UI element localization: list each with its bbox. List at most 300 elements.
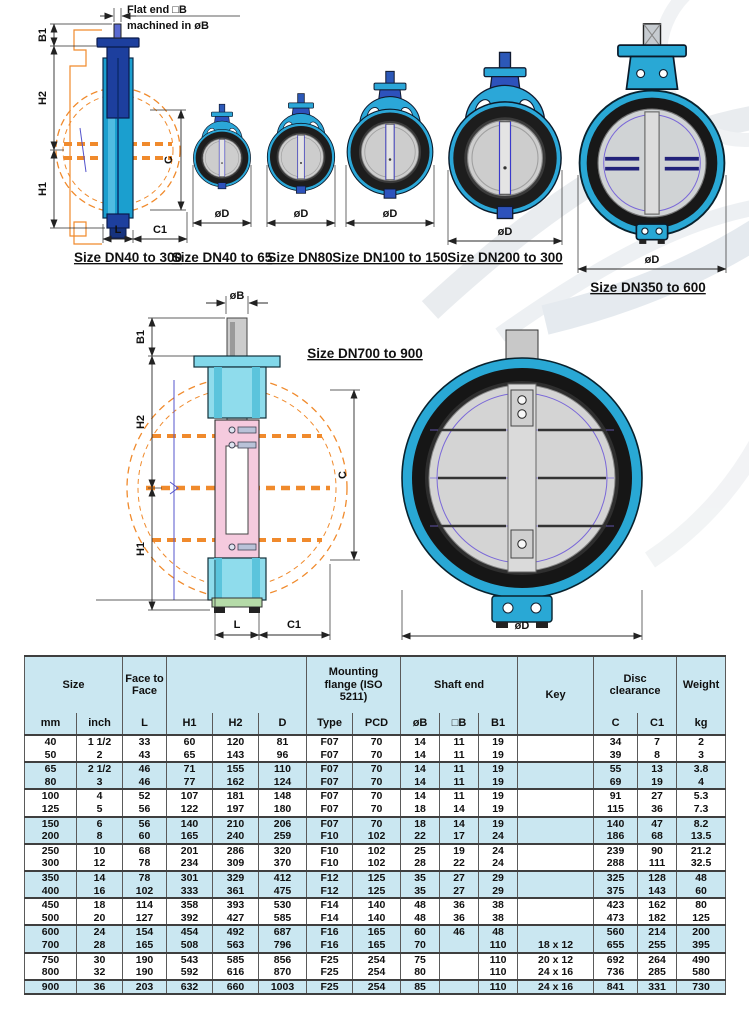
table-cell: 264: [638, 953, 677, 967]
table-cell: 3: [77, 776, 123, 790]
table-cell: 78: [123, 871, 167, 885]
table-cell: 14: [440, 817, 479, 831]
front-view-dn100-150: [332, 71, 448, 265]
table-cell: 508: [167, 939, 213, 953]
table-cell: 3: [677, 749, 726, 763]
table-cell: 36: [440, 912, 479, 926]
table-cell: 796: [259, 939, 307, 953]
table-cell: 563: [213, 939, 259, 953]
table-cell: 68: [638, 830, 677, 844]
table-cell: 32.5: [677, 857, 726, 871]
table-cell: F25: [307, 966, 353, 980]
table-cell: 350: [25, 871, 77, 885]
table-cell: 300: [25, 857, 77, 871]
table-cell: 36: [440, 898, 479, 912]
table-cell: 19: [479, 735, 518, 749]
table-cell: 55: [594, 762, 638, 776]
table-cell: 450: [25, 898, 77, 912]
table-cell: F10: [307, 857, 353, 871]
caption-dn40-300: Size DN40 to 300: [73, 250, 183, 265]
table-cell: 692: [594, 953, 638, 967]
table-cell: F10: [307, 844, 353, 858]
table-cell: 110: [479, 939, 518, 953]
table-cell: 5: [77, 803, 123, 817]
table-cell: 48: [401, 912, 440, 926]
table-cell: F25: [307, 980, 353, 995]
dim-h2-label: H2: [135, 414, 147, 430]
table-cell: 100: [25, 789, 77, 803]
table-cell: 110: [479, 953, 518, 967]
table-cell: 203: [123, 980, 167, 995]
table-cell: 285: [638, 966, 677, 980]
table-cell: 47: [638, 817, 677, 831]
table-cell: 140: [353, 912, 401, 926]
table-cell: 201: [167, 844, 213, 858]
table-cell: 19: [479, 776, 518, 790]
table-cell: F16: [307, 925, 353, 939]
table-cell: 13: [638, 762, 677, 776]
table-cell: 900: [25, 980, 77, 995]
dim-phib-label: øB: [229, 290, 245, 302]
table-cell: 11: [440, 762, 479, 776]
table-cell: 870: [259, 966, 307, 980]
table-cell: 4: [77, 789, 123, 803]
table-cell: F07: [307, 749, 353, 763]
table-cell: F10: [307, 830, 353, 844]
table-cell: [518, 844, 594, 858]
table-cell: 71: [167, 762, 213, 776]
table-cell: [518, 789, 594, 803]
table-cell: 22: [440, 857, 479, 871]
table-cell: 427: [213, 912, 259, 926]
table-cell: 473: [594, 912, 638, 926]
dim-l-label: L: [233, 619, 241, 631]
table-cell: 301: [167, 871, 213, 885]
table-cell: 52: [123, 789, 167, 803]
table-row: [25, 735, 726, 749]
table-row: [25, 857, 726, 871]
table-row: [25, 925, 726, 939]
col-group-size: Size: [25, 656, 123, 713]
table-cell: 500: [25, 912, 77, 926]
table-cell: 65: [167, 749, 213, 763]
table-cell: 655: [594, 939, 638, 953]
col-group-disc-clearance: Disc clearance: [594, 656, 677, 713]
table-cell: 25: [401, 844, 440, 858]
table-cell: [518, 749, 594, 763]
table-cell: 85: [401, 980, 440, 995]
table-cell: 331: [638, 980, 677, 995]
table-body: [25, 735, 726, 994]
table-cell: 165: [123, 939, 167, 953]
col-header-c1: C1: [638, 713, 677, 735]
table-cell: [440, 939, 479, 953]
table-cell: 56: [123, 803, 167, 817]
table-cell: 27: [440, 871, 479, 885]
table-row: [25, 817, 726, 831]
table-cell: 412: [259, 871, 307, 885]
table-cell: 288: [594, 857, 638, 871]
table-cell: [518, 871, 594, 885]
table-cell: 736: [594, 966, 638, 980]
col-group-weight: Weight: [677, 656, 726, 713]
table-cell: 102: [353, 857, 401, 871]
table-cell: 102: [123, 885, 167, 899]
caption-dn700-900: Size DN700 to 900: [307, 346, 423, 361]
table-cell: 320: [259, 844, 307, 858]
front-view-dn200-300: [447, 52, 563, 265]
table-cell: F07: [307, 762, 353, 776]
table-cell: 8: [77, 830, 123, 844]
table-cell: 660: [213, 980, 259, 995]
table-cell: 110: [259, 762, 307, 776]
table-cell: 48: [677, 871, 726, 885]
table-cell: 46: [123, 776, 167, 790]
cross-section-dn700-900: [96, 290, 423, 640]
table-cell: 155: [213, 762, 259, 776]
col-group-face-to-face: Face to Face: [123, 656, 167, 713]
col-header-l: L: [123, 713, 167, 735]
table-cell: 125: [677, 912, 726, 926]
table-cell: 370: [259, 857, 307, 871]
table-cell: [518, 817, 594, 831]
table-cell: 78: [123, 857, 167, 871]
table-cell: 254: [353, 953, 401, 967]
table-cell: 35: [401, 885, 440, 899]
table-cell: 32: [77, 966, 123, 980]
table-cell: 36: [77, 980, 123, 995]
table-cell: 14: [401, 749, 440, 763]
table-cell: 154: [123, 925, 167, 939]
dim-b1-label: B1: [37, 27, 49, 43]
table-cell: 560: [594, 925, 638, 939]
table-cell: 361: [213, 885, 259, 899]
table-cell: [518, 830, 594, 844]
table-cell: 143: [213, 749, 259, 763]
table-cell: 43: [123, 749, 167, 763]
table-cell: F12: [307, 871, 353, 885]
table-cell: 28: [77, 939, 123, 953]
dim-h1-label: H1: [135, 541, 147, 557]
table-cell: 140: [167, 817, 213, 831]
table-cell: 24 x 16: [518, 966, 594, 980]
table-cell: 19: [479, 749, 518, 763]
table-cell: 585: [213, 953, 259, 967]
table-cell: 91: [594, 789, 638, 803]
table-cell: 255: [638, 939, 677, 953]
table-cell: 13.5: [677, 830, 726, 844]
table-cell: F25: [307, 953, 353, 967]
table-cell: 750: [25, 953, 77, 967]
table-cell: 80: [401, 966, 440, 980]
table-cell: [440, 980, 479, 995]
table-cell: 585: [259, 912, 307, 926]
table-cell: F07: [307, 817, 353, 831]
dim-h2-label: H2: [37, 90, 49, 106]
table-cell: 65: [25, 762, 77, 776]
table-cell: 856: [259, 953, 307, 967]
table-cell: 206: [259, 817, 307, 831]
table-cell: F14: [307, 898, 353, 912]
table-row: [25, 898, 726, 912]
table-cell: 46: [123, 762, 167, 776]
table-cell: 600: [25, 925, 77, 939]
table-cell: 143: [638, 885, 677, 899]
table-cell: 490: [677, 953, 726, 967]
table-row: [25, 789, 726, 803]
table-cell: 16: [77, 885, 123, 899]
table-cell: F12: [307, 885, 353, 899]
table-cell: 632: [167, 980, 213, 995]
table-cell: 14: [401, 776, 440, 790]
table-cell: 5.3: [677, 789, 726, 803]
table-cell: 375: [594, 885, 638, 899]
col-header-h1: H1: [167, 713, 213, 735]
table-cell: 616: [213, 966, 259, 980]
table-cell: F07: [307, 789, 353, 803]
table-cell: [518, 925, 594, 939]
table-cell: 125: [353, 871, 401, 885]
table-cell: 2: [677, 735, 726, 749]
table-cell: F07: [307, 776, 353, 790]
dim-c1-label: C1: [286, 619, 302, 631]
table-cell: 24: [479, 857, 518, 871]
col-header-b1: B1: [479, 713, 518, 735]
table-cell: 21.2: [677, 844, 726, 858]
table-cell: 190: [123, 953, 167, 967]
dim-c1-label: C1: [152, 224, 168, 236]
table-cell: 148: [259, 789, 307, 803]
table-cell: [518, 898, 594, 912]
table-cell: 214: [638, 925, 677, 939]
table-cell: [518, 735, 594, 749]
table-row: [25, 885, 726, 899]
table-cell: 125: [353, 885, 401, 899]
table-cell: 60: [167, 735, 213, 749]
front-view-dn80: [267, 94, 335, 265]
caption-dn40-65: Size DN40 to 65: [171, 250, 273, 265]
table-cell: 48: [401, 898, 440, 912]
table-cell: 110: [479, 980, 518, 995]
dim-phid-label: øD: [214, 208, 230, 220]
table-cell: 35: [401, 871, 440, 885]
table-cell: [518, 912, 594, 926]
table-cell: 14: [401, 789, 440, 803]
table-cell: 38: [479, 898, 518, 912]
table-cell: 7.3: [677, 803, 726, 817]
caption-dn350-600: Size DN350 to 600: [590, 280, 706, 295]
table-cell: 20 x 12: [518, 953, 594, 967]
table-cell: 110: [479, 966, 518, 980]
table-row: [25, 966, 726, 980]
dim-c-label: C: [337, 471, 349, 479]
table-cell: 107: [167, 789, 213, 803]
table-cell: 700: [25, 939, 77, 953]
table-cell: 17: [440, 830, 479, 844]
table-cell: 239: [594, 844, 638, 858]
dim-phid-label: øD: [514, 620, 530, 632]
table-cell: 14: [440, 803, 479, 817]
table-cell: 475: [259, 885, 307, 899]
col-header-d: D: [259, 713, 307, 735]
dimensions-table: [24, 655, 726, 995]
table-cell: 200: [677, 925, 726, 939]
table-cell: 140: [594, 817, 638, 831]
col-group-shaft-end: Shaft end: [401, 656, 518, 713]
table-cell: 423: [594, 898, 638, 912]
caption-dn200-300: Size DN200 to 300: [447, 250, 563, 265]
table-row: [25, 912, 726, 926]
table-cell: 50: [25, 749, 77, 763]
table-cell: 181: [213, 789, 259, 803]
col-header-type: Type: [307, 713, 353, 735]
table-cell: 197: [213, 803, 259, 817]
dim-phid-label: øD: [497, 226, 513, 238]
table-cell: 18 x 12: [518, 939, 594, 953]
table-cell: [440, 953, 479, 967]
table-cell: 30: [77, 953, 123, 967]
table-cell: 75: [401, 953, 440, 967]
table-cell: 333: [167, 885, 213, 899]
flat-end-note-line2: machined in øB: [127, 20, 209, 32]
table-cell: 70: [353, 776, 401, 790]
table-cell: F16: [307, 939, 353, 953]
dim-phid-label: øD: [382, 208, 398, 220]
col-header-phib: øB: [401, 713, 440, 735]
table-cell: 259: [259, 830, 307, 844]
table-cell: 18: [401, 803, 440, 817]
table-subheader-row: [25, 713, 726, 735]
table-cell: 36: [638, 803, 677, 817]
table-row: [25, 980, 726, 995]
table-cell: 46: [440, 925, 479, 939]
table-cell: 124: [259, 776, 307, 790]
table-row: [25, 749, 726, 763]
table-cell: 165: [353, 925, 401, 939]
table-cell: 329: [213, 871, 259, 885]
table-cell: 69: [594, 776, 638, 790]
col-header-pcd: PCD: [353, 713, 401, 735]
col-group-mounting-flange: Mounting flange (ISO 5211): [307, 656, 401, 713]
table-cell: 210: [213, 817, 259, 831]
table-cell: 580: [677, 966, 726, 980]
table-cell: 800: [25, 966, 77, 980]
table-cell: 102: [353, 844, 401, 858]
table-row: [25, 953, 726, 967]
table-cell: F07: [307, 803, 353, 817]
table-cell: 14: [77, 871, 123, 885]
table-row: [25, 939, 726, 953]
table-cell: 48: [479, 925, 518, 939]
table-cell: 10: [77, 844, 123, 858]
table-cell: 254: [353, 980, 401, 995]
table-cell: 14: [401, 735, 440, 749]
caption-dn80: Size DN80: [267, 250, 333, 265]
table-cell: 40: [25, 735, 77, 749]
table-cell: [518, 776, 594, 790]
table-cell: 286: [213, 844, 259, 858]
col-header-kg: kg: [677, 713, 726, 735]
table-cell: 492: [213, 925, 259, 939]
table-cell: 592: [167, 966, 213, 980]
table-cell: 27: [638, 789, 677, 803]
table-cell: 730: [677, 980, 726, 995]
table-cell: 162: [213, 776, 259, 790]
table-cell: 11: [440, 749, 479, 763]
table-cell: 24: [479, 830, 518, 844]
table-cell: 80: [677, 898, 726, 912]
table-cell: [518, 762, 594, 776]
table-cell: 358: [167, 898, 213, 912]
table-cell: 687: [259, 925, 307, 939]
table-cell: 70: [401, 939, 440, 953]
table-cell: 309: [213, 857, 259, 871]
table-cell: 8.2: [677, 817, 726, 831]
table-cell: 122: [167, 803, 213, 817]
table-cell: 11: [440, 776, 479, 790]
table-cell: 128: [638, 871, 677, 885]
table-cell: 395: [677, 939, 726, 953]
table-cell: 33: [123, 735, 167, 749]
table-cell: 56: [123, 817, 167, 831]
table-cell: 120: [213, 735, 259, 749]
table-cell: 27: [440, 885, 479, 899]
table-cell: 60: [123, 830, 167, 844]
table-cell: 70: [353, 803, 401, 817]
table-cell: 22: [401, 830, 440, 844]
table-cell: F14: [307, 912, 353, 926]
front-view-dn700-900: [402, 330, 642, 640]
table-cell: 18: [401, 817, 440, 831]
table-cell: [440, 966, 479, 980]
table-row: [25, 844, 726, 858]
table-cell: 70: [353, 735, 401, 749]
table-cell: 34: [594, 735, 638, 749]
table-group-header-row: [25, 656, 726, 713]
table-cell: 454: [167, 925, 213, 939]
table-cell: 1003: [259, 980, 307, 995]
table-cell: 2 1/2: [77, 762, 123, 776]
table-cell: 162: [638, 898, 677, 912]
table-cell: 165: [167, 830, 213, 844]
table-cell: 70: [353, 789, 401, 803]
caption-dn100-150: Size DN100 to 150: [332, 250, 448, 265]
table-cell: 19: [440, 844, 479, 858]
table-row: [25, 776, 726, 790]
col-header-inch: inch: [77, 713, 123, 735]
table-cell: 1 1/2: [77, 735, 123, 749]
dim-h1-label: H1: [37, 181, 49, 197]
col-header-mm: mm: [25, 713, 77, 735]
table-cell: 240: [213, 830, 259, 844]
table-cell: [518, 803, 594, 817]
table-cell: 38: [479, 912, 518, 926]
table-cell: 186: [594, 830, 638, 844]
table-cell: 19: [638, 776, 677, 790]
dim-c-label: C: [163, 156, 175, 164]
col-header-h2: H2: [213, 713, 259, 735]
table-cell: 12: [77, 857, 123, 871]
table-cell: 102: [353, 830, 401, 844]
table-cell: 60: [401, 925, 440, 939]
table-row: [25, 803, 726, 817]
table-cell: 165: [353, 939, 401, 953]
table-cell: 29: [479, 871, 518, 885]
table-cell: 19: [479, 789, 518, 803]
table-cell: 11: [440, 735, 479, 749]
dim-l-label: L: [114, 224, 122, 236]
table-cell: 28: [401, 857, 440, 871]
